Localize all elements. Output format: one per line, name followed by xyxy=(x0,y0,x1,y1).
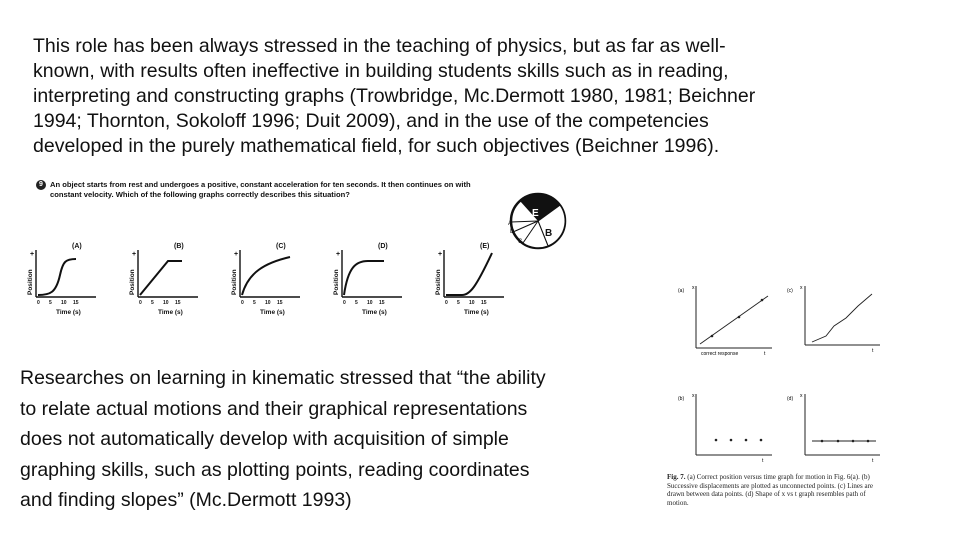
panel-c-axis-t: t xyxy=(872,348,874,354)
panel-c-axis-x: x xyxy=(800,285,803,291)
panel-b-axis-x: x xyxy=(692,393,695,399)
panel-label-b: (b) xyxy=(678,396,685,402)
graph-tick-label: 5 xyxy=(253,300,256,306)
graph-tick-label: 10 xyxy=(367,300,373,306)
graph-plus-sign: + xyxy=(336,251,341,258)
graph-tick-label: 10 xyxy=(265,300,271,306)
graph-tick-label: 10 xyxy=(61,300,67,306)
panel-a-point xyxy=(761,299,764,302)
panel-label-a: (a) xyxy=(678,288,685,294)
graph-x-label: Time (s) xyxy=(56,309,81,316)
intro-line: interpreting and constructing graphs (Trowbridge, Mc.Dermott 1980, 1981; Beichner xyxy=(33,85,756,107)
graph-y-label: Position xyxy=(231,269,238,295)
panel-b-axis-t: t xyxy=(762,458,764,464)
research-line: does not automatically develop with acquisition of simple xyxy=(20,428,509,450)
panel-b-point xyxy=(745,439,748,442)
panel-d-axis-t: t xyxy=(872,458,874,464)
research-line: graphing skills, such as plotting points, reading coordinates xyxy=(20,458,530,481)
panel-a-point xyxy=(738,316,741,319)
caption-line: motion. xyxy=(667,498,689,507)
panel-d-axis-x: x xyxy=(800,393,803,399)
question-text-2: constant velocity. Which of the following graphs correctly describes this situation? xyxy=(50,190,350,199)
panel-b xyxy=(678,393,772,464)
panel-b-point xyxy=(715,439,718,442)
graph-y-label: Position xyxy=(333,269,340,295)
figure-7-caption xyxy=(667,473,907,507)
panel-c-line xyxy=(812,294,872,342)
graph-option-label: (B) xyxy=(174,243,184,250)
caption-line: (a) Correct position versus time graph for motion in Fig. 6(a). (b) xyxy=(687,473,870,481)
graph-tick-label: 0 xyxy=(139,300,142,306)
graph-tick-label: 5 xyxy=(355,300,358,306)
graph-tick-label: 10 xyxy=(469,300,475,306)
graph-x-label: Time (s) xyxy=(158,309,183,316)
pie-label-c: C xyxy=(518,239,523,245)
graph-option-label: (E) xyxy=(480,243,490,250)
panel-b-point xyxy=(730,439,733,442)
intro-line: known, with results often ineffective in building students skills such as in reading, xyxy=(33,60,729,82)
graph-plus-sign: + xyxy=(438,251,443,258)
graph-tick-label: 0 xyxy=(343,300,346,306)
question-text-1: An object starts from rest and undergoes a positive, constant acceleration for ten seconds. It then continues on with xyxy=(50,180,471,189)
panel-a-correct-label: correct response xyxy=(701,351,739,357)
graph-x-label: Time (s) xyxy=(464,309,489,316)
panel-d-point xyxy=(867,440,870,443)
panel-label-c: (c) xyxy=(787,288,793,294)
pie-label-d: D xyxy=(510,229,515,235)
panel-a xyxy=(678,285,772,357)
panel-d-point xyxy=(852,440,855,443)
graph-tick-label: 15 xyxy=(175,300,181,306)
panel-label-d: (d) xyxy=(787,396,794,402)
graph-y-label: Position xyxy=(129,269,136,295)
panel-a-line xyxy=(700,296,768,344)
graph-tick-label: 15 xyxy=(73,300,79,306)
graph-tick-label: 5 xyxy=(49,300,52,306)
research-line: Researches on learning in kinematic stressed that “the ability xyxy=(20,367,546,389)
caption-fig-label: Fig. 7. xyxy=(667,473,686,481)
research-line: to relate actual motions and their graphical representations xyxy=(20,397,528,420)
pie-label-a: A xyxy=(508,221,513,227)
caption-line: drawn between data points. (d) Shape of x vs t graph resembles path of xyxy=(667,490,866,498)
graph-option-label: (C) xyxy=(276,243,286,250)
caption-line: Successive displacements are plotted as unconnected points. (c) Lines are xyxy=(667,481,874,490)
graph-plus-sign: + xyxy=(30,251,35,258)
graph-option-label: (D) xyxy=(378,243,388,250)
question-number-badge: 9 xyxy=(36,180,46,190)
intro-line: This role has been always stressed in the teaching of physics, but as far as well- xyxy=(33,35,726,57)
graph-tick-label: 5 xyxy=(457,300,460,306)
panel-d xyxy=(787,393,880,464)
intro-line: developed in the purely mathematical field, for such objectives (Beichner 1996). xyxy=(33,135,720,157)
graph-tick-label: 15 xyxy=(379,300,385,306)
panel-a-axis-x: x xyxy=(692,285,695,291)
pie-label-e: E xyxy=(532,208,539,219)
graph-tick-label: 15 xyxy=(277,300,283,306)
panel-c xyxy=(787,285,880,354)
graph-tick-label: 10 xyxy=(163,300,169,306)
graph-option-label: (A) xyxy=(72,243,82,250)
graph-tick-label: 0 xyxy=(445,300,448,306)
graph-x-label: Time (s) xyxy=(260,309,285,316)
intro-line: 1994; Thornton, Sokoloff 1996; Duit 2009), and in the use of the competencies xyxy=(33,110,709,132)
research-line: and finding slopes” (Mc.Dermott 1993) xyxy=(20,489,352,511)
graph-x-label: Time (s) xyxy=(362,309,387,316)
panel-d-point xyxy=(821,440,824,443)
graph-tick-label: 0 xyxy=(37,300,40,306)
graph-tick-label: 5 xyxy=(151,300,154,306)
graph-plus-sign: + xyxy=(132,251,137,258)
graph-y-label: Position xyxy=(435,269,442,295)
graph-plus-sign: + xyxy=(234,251,239,258)
panel-a-point xyxy=(711,335,714,338)
graph-tick-label: 0 xyxy=(241,300,244,306)
pie-label-b: B xyxy=(545,228,553,239)
graph-y-label: Position xyxy=(27,269,34,295)
graph-tick-label: 15 xyxy=(481,300,487,306)
panel-a-axis-t: t xyxy=(764,351,766,357)
panel-d-point xyxy=(837,440,840,443)
panel-b-point xyxy=(760,439,763,442)
